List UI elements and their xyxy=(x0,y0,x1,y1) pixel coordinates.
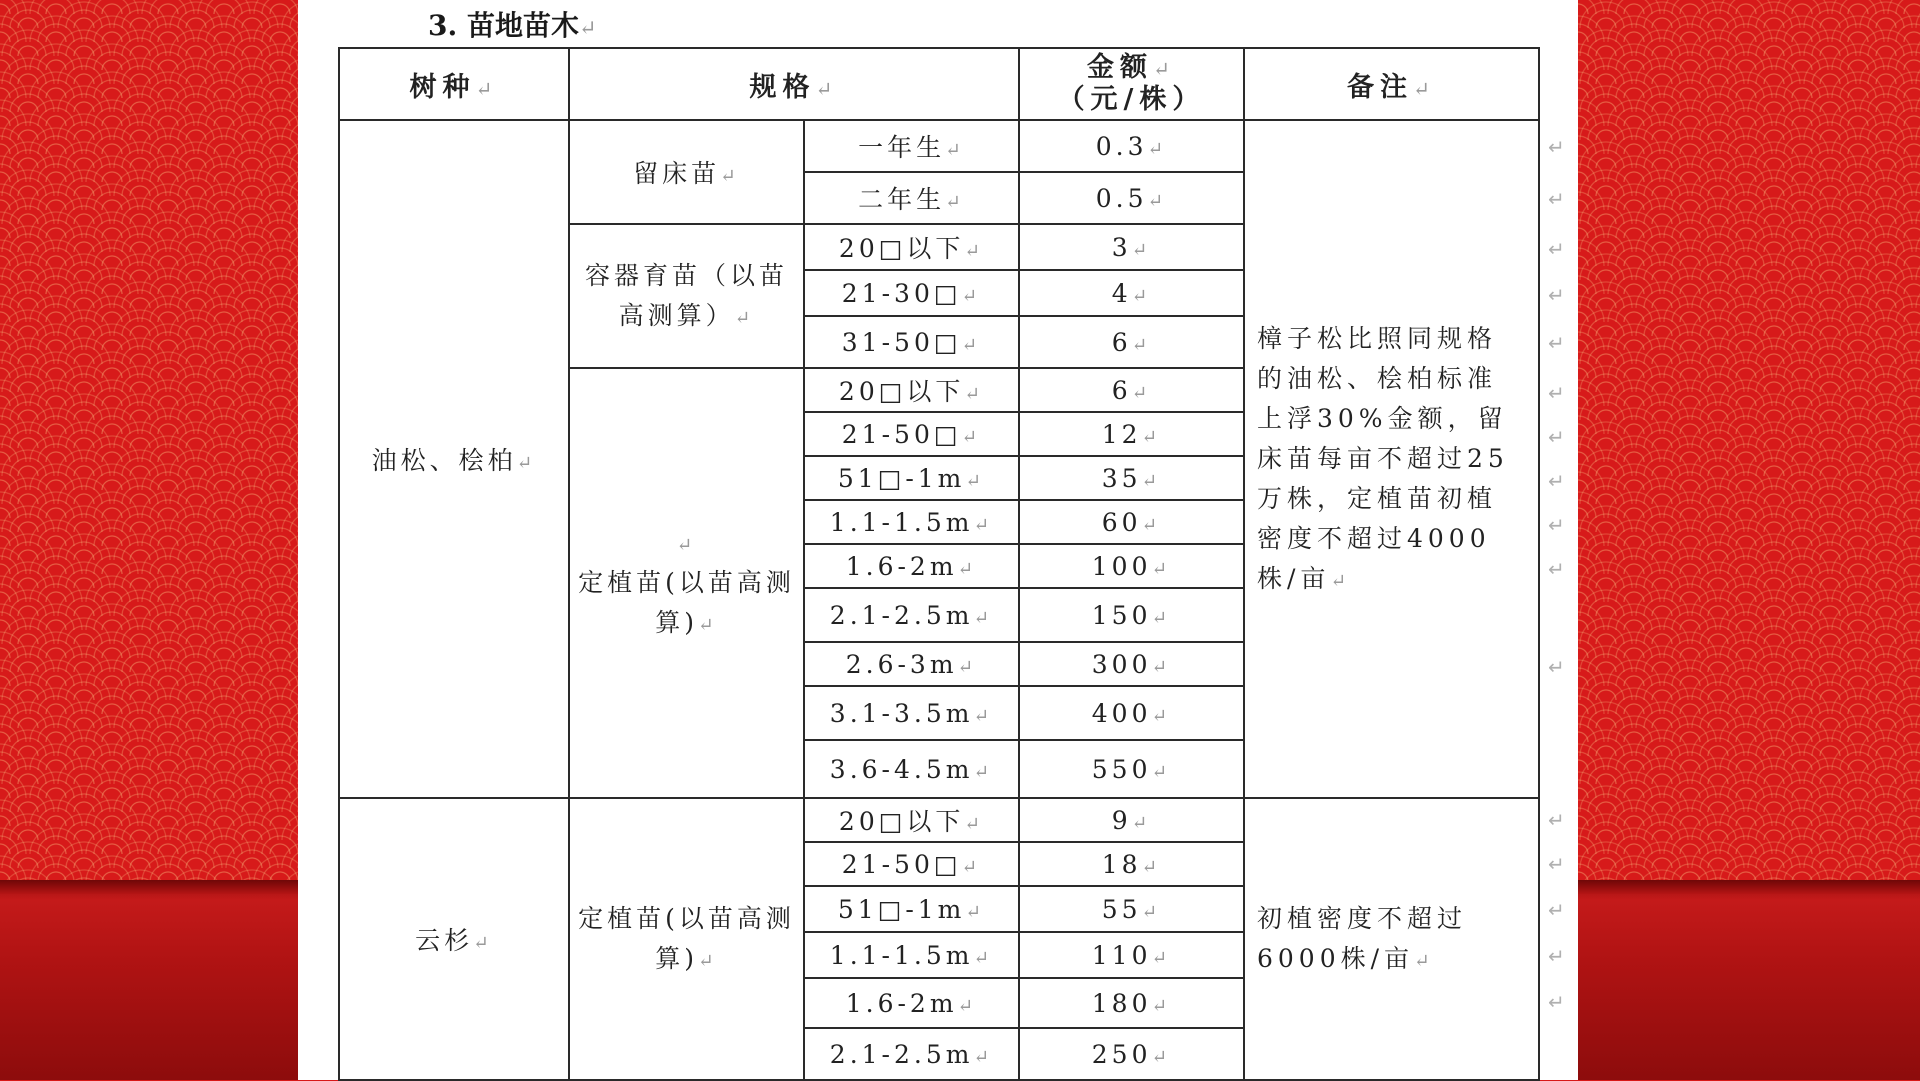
amount-cell: 100↵ xyxy=(1019,544,1244,588)
spec-cell: 20□以下↵ xyxy=(804,224,1019,270)
spec-cell: 2.6-3m↵ xyxy=(804,642,1019,686)
spec-cell: 21-50□↵ xyxy=(804,842,1019,886)
amount-cell: 550↵ xyxy=(1019,740,1244,798)
category-planting-group2: 定植苗(以苗高测算)↵ xyxy=(569,798,804,1080)
note-cell-group1: 樟子松比照同规格的油松、桧柏标准上浮30%金额，留床苗每亩不超过25万株，定植苗初植密度不超过4000株/亩↵ xyxy=(1244,120,1539,798)
spec-cell: 3.1-3.5m↵ xyxy=(804,686,1019,740)
heading-text: 3. 苗地苗木 xyxy=(428,9,579,42)
spec-cell: 1.1-1.5m↵ xyxy=(804,932,1019,978)
spec-cell: 20□以下↵ xyxy=(804,798,1019,842)
spec-cell: 3.6-4.5m↵ xyxy=(804,740,1019,798)
amount-cell: 18↵ xyxy=(1019,842,1244,886)
spec-cell: 1.6-2m↵ xyxy=(804,978,1019,1028)
category-container: 容器育苗（以苗高测算）↵ xyxy=(569,224,804,368)
species-cell-group1: 油松、桧柏↵ xyxy=(339,120,569,798)
return-mark: ↵ xyxy=(578,16,597,40)
amount-cell: 250↵ xyxy=(1019,1028,1244,1080)
spec-cell: 1.1-1.5m↵ xyxy=(804,500,1019,544)
amount-cell: 180↵ xyxy=(1019,978,1244,1028)
table-row xyxy=(339,798,1539,842)
amount-cell: 300↵ xyxy=(1019,642,1244,686)
spec-cell: 21-50□↵ xyxy=(804,412,1019,456)
spec-cell: 51□-1m↵ xyxy=(804,456,1019,500)
amount-cell: 9↵ xyxy=(1019,798,1244,842)
amount-cell: 0.3↵ xyxy=(1019,120,1244,172)
header-row xyxy=(339,48,1539,120)
species-cell-group2: 云杉↵ xyxy=(339,798,569,1080)
right-floor xyxy=(1578,880,1920,1080)
spec-cell: 20□以下↵ xyxy=(804,368,1019,412)
spec-cell: 2.1-2.5m↵ xyxy=(804,588,1019,642)
note-cell-group2: 初植密度不超过6000株/亩↵ xyxy=(1244,798,1539,1080)
amount-cell: 12↵ xyxy=(1019,412,1244,456)
left-floor xyxy=(0,880,298,1080)
spec-cell: 21-30□↵ xyxy=(804,270,1019,316)
amount-cell: 35↵ xyxy=(1019,456,1244,500)
spec-cell: 51□-1m↵ xyxy=(804,886,1019,932)
spec-cell: 1.6-2m↵ xyxy=(804,544,1019,588)
slide-page xyxy=(298,0,1578,1080)
header-notes: 备注↵ xyxy=(1244,48,1539,120)
amount-cell: 6↵ xyxy=(1019,316,1244,368)
row-end-marks: ↵ ↵ ↵ ↵ ↵ ↵ ↵ ↵ ↵ ↵ ↵ ↵ ↵ ↵ ↵ ↵ xyxy=(1548,135,1565,1014)
header-species: 树种↵ xyxy=(339,48,569,120)
table-row xyxy=(339,120,1539,172)
amount-cell: 6↵ xyxy=(1019,368,1244,412)
category-bed: 留床苗↵ xyxy=(569,120,804,224)
header-amount: 金额↵ （元/株） xyxy=(1019,48,1244,120)
amount-cell: 3↵ xyxy=(1019,224,1244,270)
amount-cell: 400↵ xyxy=(1019,686,1244,740)
amount-cell: 110↵ xyxy=(1019,932,1244,978)
spec-cell: 31-50□↵ xyxy=(804,316,1019,368)
amount-cell: 150↵ xyxy=(1019,588,1244,642)
nursery-price-table xyxy=(338,47,1540,1081)
section-heading xyxy=(428,4,597,44)
spec-cell: 一年生↵ xyxy=(804,120,1019,172)
category-planting-group1: ↵ 定植苗(以苗高测算)↵ xyxy=(569,368,804,798)
spec-cell: 二年生↵ xyxy=(804,172,1019,224)
spec-cell: 2.1-2.5m↵ xyxy=(804,1028,1019,1080)
amount-cell: 60↵ xyxy=(1019,500,1244,544)
amount-cell: 0.5↵ xyxy=(1019,172,1244,224)
amount-cell: 55↵ xyxy=(1019,886,1244,932)
amount-cell: 4↵ xyxy=(1019,270,1244,316)
header-spec: 规格↵ xyxy=(569,48,1019,120)
